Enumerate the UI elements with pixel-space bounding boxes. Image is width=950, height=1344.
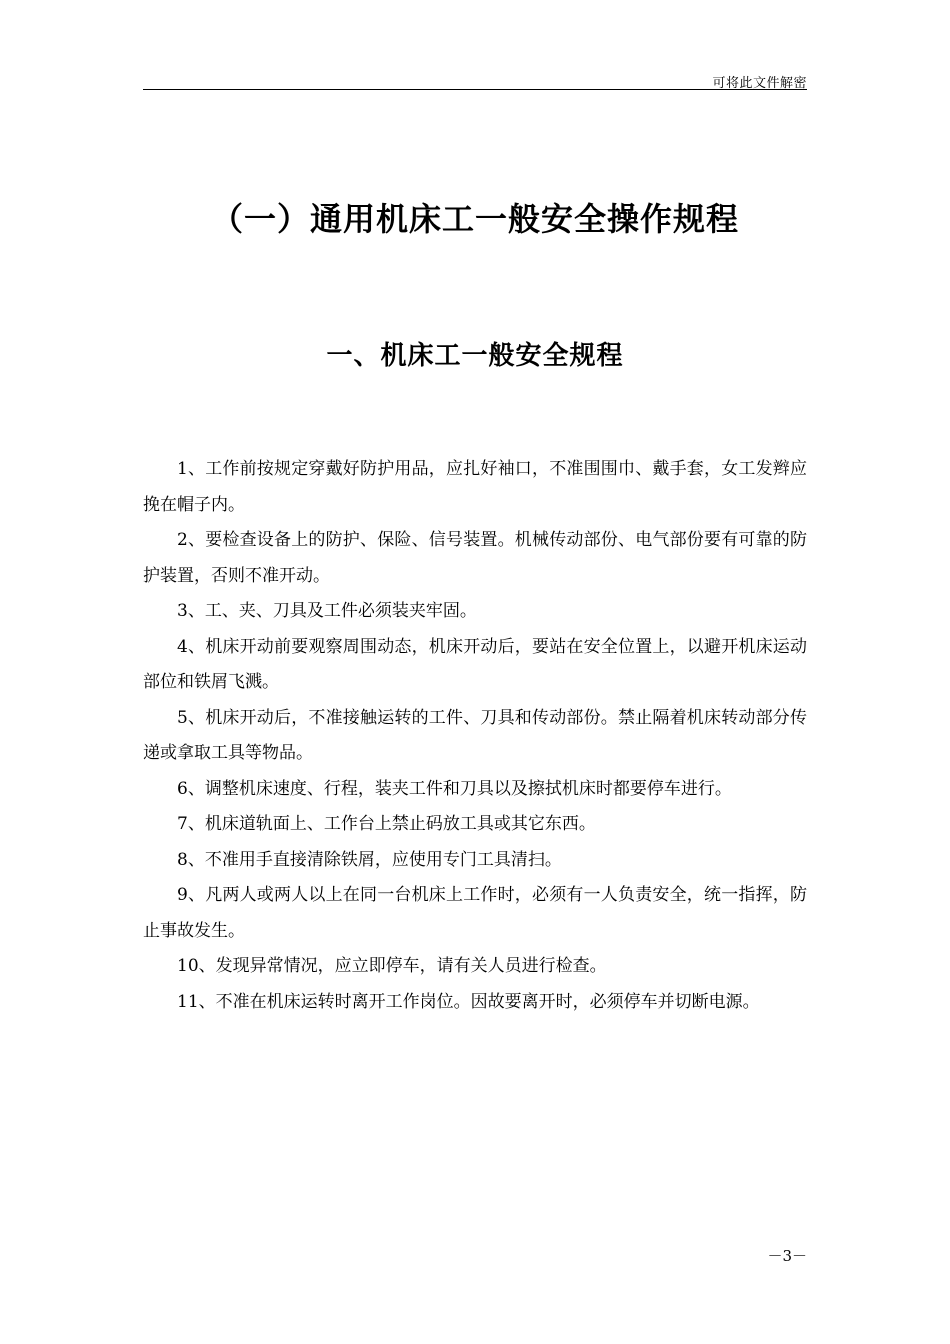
paragraph-8: 8、不准用手直接清除铁屑，应使用专门工具清扫。 xyxy=(177,849,562,870)
paragraph-9: 9、凡两人或两人以上在同一台机床上工作时，必须有一人负责安全，统一指挥，防止事故发生。 xyxy=(143,885,807,941)
section-title: 一、机床工一般安全规程 xyxy=(326,341,624,371)
paragraph-1: 1、工作前按规定穿戴好防护用品，应扎好袖口，不准围围巾、戴手套，女工发辫应挽在帽子内。 xyxy=(143,459,807,515)
paragraph-6: 6、调整机床速度、行程，装夹工件和刀具以及擦拭机床时都要停车进行。 xyxy=(177,778,732,799)
document-body xyxy=(143,452,807,1020)
paragraph-7: 7、机床道轨面上、工作台上禁止码放工具或其它东西。 xyxy=(177,814,596,834)
header-text: 可将此文件解密 xyxy=(712,76,807,91)
document-title: （一）通用机床工一般安全操作规程 xyxy=(210,200,739,238)
paragraph-11: 11、不准在机床运转时离开工作岗位。因故要离开时，必须停车并切断电源。 xyxy=(177,991,760,1012)
paragraph-3: 3、工、夹、刀具及工件必须装夹牢固。 xyxy=(177,601,477,621)
header-rule xyxy=(143,89,807,90)
paragraph-4: 4、机床开动前要观察周围动态，机床开动后，要站在安全位置上，以避开机床运动部位和铁屑飞溅。 xyxy=(143,636,807,692)
paragraph-10: 10、发现异常情况，应立即停车，请有关人员进行检查。 xyxy=(177,956,607,976)
page-number: －3－ xyxy=(767,1247,807,1265)
paragraph-5: 5、机床开动后，不准接触运转的工件、刀具和传动部份。禁止隔着机床转动部分传递或拿取工具等物品。 xyxy=(143,707,807,763)
paragraph-2: 2、要检查设备上的防护、保险、信号装置。机械传动部份、电气部份要有可靠的防护装置，否则不准开动。 xyxy=(143,530,807,586)
